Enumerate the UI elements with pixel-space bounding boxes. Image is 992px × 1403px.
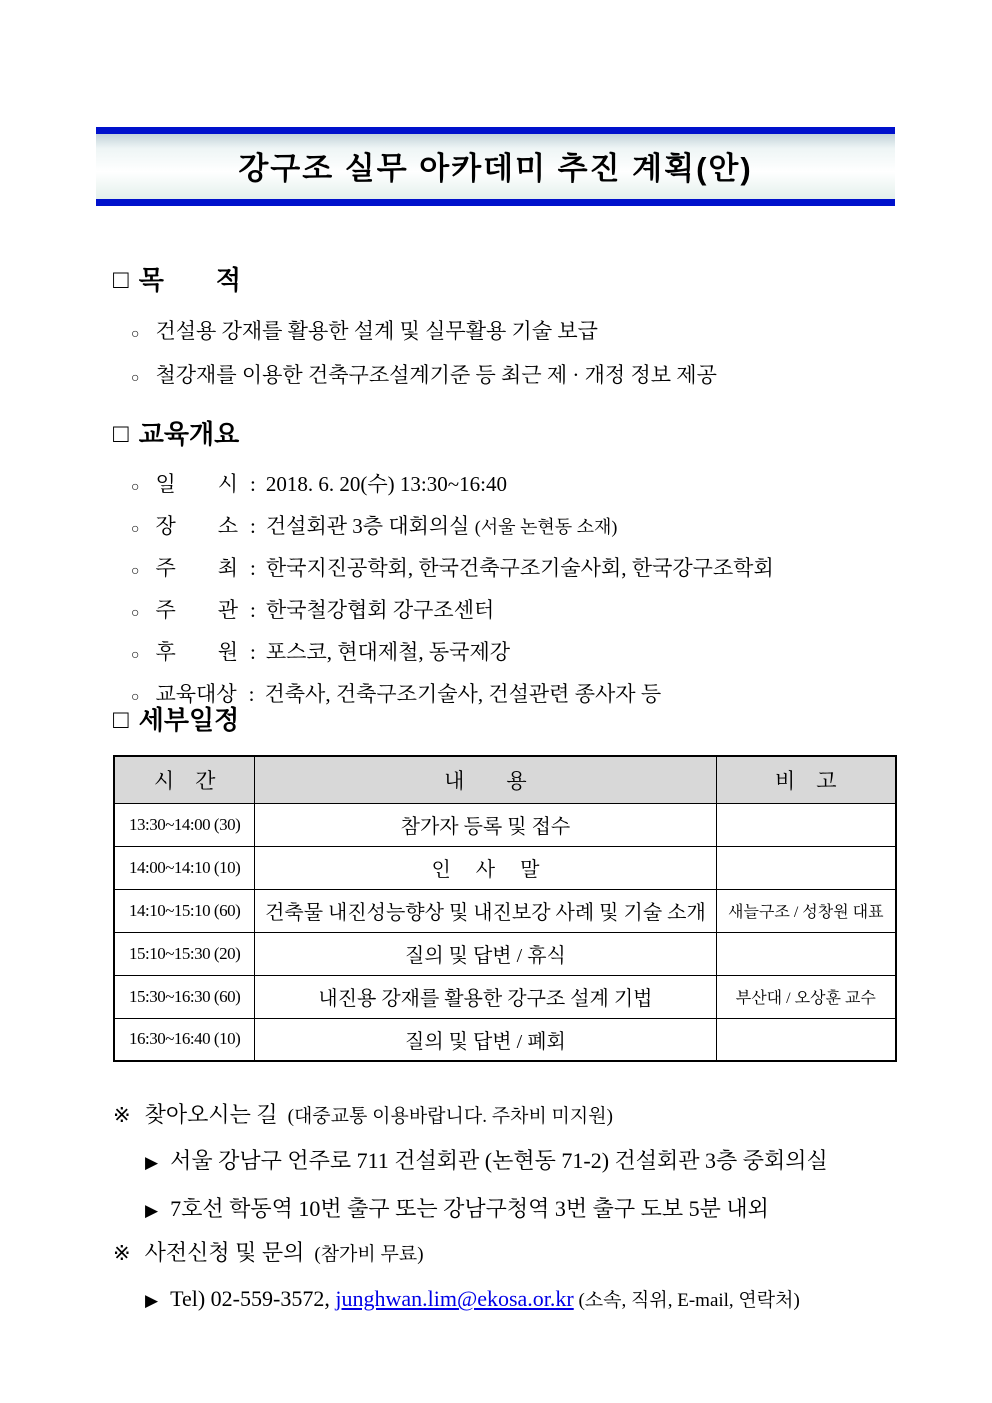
arrow-bullet-icon: ▶ xyxy=(145,1153,159,1172)
schedule-remark-cell xyxy=(716,1018,896,1061)
overview-label: 후 원 xyxy=(155,640,239,664)
schedule-row xyxy=(114,932,896,975)
schedule-time-cell: 14:10~15:10 (60) xyxy=(114,889,255,932)
list-item xyxy=(113,549,905,591)
purpose-item-text: 철강재를 이용한 건축구조설계기준 등 최근 제 · 개정 정보 제공 xyxy=(155,363,717,387)
reference-mark-icon: ※ xyxy=(113,1103,131,1127)
overview-label: 일 시 xyxy=(155,472,239,496)
schedule-content-cell: 질의 및 답변 / 휴식 xyxy=(255,932,716,975)
schedule-row xyxy=(114,846,896,889)
schedule-table xyxy=(113,755,897,1062)
circle-bullet-icon: ○ xyxy=(131,564,140,579)
reference-mark-icon: ※ xyxy=(113,1241,131,1265)
list-item xyxy=(113,311,905,355)
column-header-time: 시 간 xyxy=(114,756,255,803)
schedule-content-cell: 질의 및 답변 / 폐회 xyxy=(255,1018,716,1061)
directions-title-line xyxy=(113,1098,905,1134)
list-item xyxy=(113,591,905,633)
section-contact xyxy=(113,1236,905,1320)
circle-bullet-icon: ○ xyxy=(131,606,140,621)
overview-value-note: (서울 논현동 소재) xyxy=(474,517,618,537)
list-item xyxy=(113,355,905,399)
contact-suffix: (소속, 직위, E-mail, 연락처) xyxy=(573,1290,800,1311)
overview-heading-label: 교육개요 xyxy=(138,419,240,449)
contact-title-note: (참가비 무료) xyxy=(314,1244,424,1265)
circle-bullet-icon: ○ xyxy=(131,522,140,537)
schedule-time-cell: 15:10~15:30 (20) xyxy=(114,932,255,975)
contact-phone: Tel) 02-559-3572, xyxy=(170,1286,336,1311)
schedule-remark-cell: 새늘구조 / 성창원 대표 xyxy=(716,889,896,932)
title-banner xyxy=(96,127,895,206)
square-bullet-icon: □ xyxy=(113,703,129,734)
overview-value: 포스코, 현대제철, 동국제강 xyxy=(265,640,511,664)
section-purpose xyxy=(113,260,905,399)
circle-bullet-icon: ○ xyxy=(131,327,140,342)
colon: : xyxy=(250,598,256,622)
overview-heading xyxy=(113,414,905,451)
overview-list xyxy=(113,465,905,717)
colon: : xyxy=(250,514,256,538)
schedule-time-cell: 14:00~14:10 (10) xyxy=(114,846,255,889)
email-link[interactable]: junghwan.lim@ekosa.or.kr xyxy=(335,1286,574,1311)
directions-item-text: 서울 강남구 언주로 711 건설회관 (논현동 71-2) 건설회관 3층 중회의실 xyxy=(170,1148,828,1173)
square-bullet-icon: □ xyxy=(113,417,129,448)
directions-title-note: (대중교통 이용바랍니다. 주차비 미지원) xyxy=(287,1106,613,1127)
schedule-time-cell: 15:30~16:30 (60) xyxy=(114,975,255,1018)
section-directions xyxy=(113,1098,905,1230)
schedule-remark-cell xyxy=(716,803,896,846)
directions-item xyxy=(145,1142,905,1182)
purpose-heading-label: 목 적 xyxy=(138,265,241,295)
overview-label: 교육대상 xyxy=(155,682,237,706)
list-item xyxy=(113,507,905,549)
circle-bullet-icon: ○ xyxy=(131,371,140,386)
colon: : xyxy=(250,640,256,664)
contact-title: 사전신청 및 문의 xyxy=(144,1240,305,1265)
circle-bullet-icon: ○ xyxy=(131,690,140,705)
list-item xyxy=(113,465,905,507)
schedule-heading xyxy=(113,700,905,737)
purpose-list xyxy=(113,311,905,399)
schedule-time-cell: 16:30~16:40 (10) xyxy=(114,1018,255,1061)
circle-bullet-icon: ○ xyxy=(131,480,140,495)
list-item xyxy=(113,633,905,675)
schedule-row xyxy=(114,1018,896,1061)
overview-value: 한국철강협회 강구조센터 xyxy=(265,598,495,622)
contact-line xyxy=(145,1280,905,1320)
contact-title-line xyxy=(113,1236,905,1272)
overview-label: 주 관 xyxy=(155,598,239,622)
schedule-row xyxy=(114,889,896,932)
schedule-row xyxy=(114,975,896,1018)
column-header-content: 내 용 xyxy=(255,756,716,803)
overview-value: 한국지진공학회, 한국건축구조기술사회, 한국강구조학회 xyxy=(265,556,774,580)
circle-bullet-icon: ○ xyxy=(131,648,140,663)
schedule-time-cell: 13:30~14:00 (30) xyxy=(114,803,255,846)
colon: : xyxy=(250,472,256,496)
schedule-header-row xyxy=(114,756,896,803)
arrow-bullet-icon: ▶ xyxy=(145,1291,159,1310)
arrow-bullet-icon: ▶ xyxy=(145,1201,159,1220)
column-header-remark: 비 고 xyxy=(716,756,896,803)
schedule-content-cell: 내진용 강재를 활용한 강구조 설계 기법 xyxy=(255,975,716,1018)
page-title: 강구조 실무 아카데미 추진 계획(안) xyxy=(238,151,753,186)
overview-value: 2018. 6. 20(수) 13:30~16:40 xyxy=(265,472,507,496)
overview-value: 건축사, 건축구조기술사, 건설관련 종사자 등 xyxy=(264,682,662,706)
purpose-item-text: 건설용 강재를 활용한 설계 및 실무활용 기술 보급 xyxy=(155,319,598,343)
schedule-content-cell: 건축물 내진성능향상 및 내진보강 사례 및 기술 소개 xyxy=(255,889,716,932)
colon: : xyxy=(250,556,256,580)
purpose-heading xyxy=(113,260,905,297)
schedule-remark-cell: 부산대 / 오상훈 교수 xyxy=(716,975,896,1018)
square-bullet-icon: □ xyxy=(113,263,129,294)
directions-title: 찾아오시는 길 xyxy=(144,1102,278,1127)
schedule-row xyxy=(114,803,896,846)
directions-item xyxy=(145,1190,905,1230)
section-schedule xyxy=(113,700,905,1062)
schedule-table-body xyxy=(114,803,896,1061)
schedule-content-cell: 인 사 말 xyxy=(255,846,716,889)
colon: : xyxy=(248,682,255,706)
overview-value: 건설회관 3층 대회의실 xyxy=(265,514,470,538)
overview-label: 주 최 xyxy=(155,556,239,580)
schedule-heading-label: 세부일정 xyxy=(138,705,240,735)
schedule-remark-cell xyxy=(716,932,896,975)
overview-label: 장 소 xyxy=(155,514,239,538)
schedule-content-cell: 참가자 등록 및 접수 xyxy=(255,803,716,846)
schedule-remark-cell xyxy=(716,846,896,889)
section-overview xyxy=(113,414,905,717)
directions-item-text: 7호선 학동역 10번 출구 또는 강남구청역 3번 출구 도보 5분 내외 xyxy=(170,1196,769,1221)
